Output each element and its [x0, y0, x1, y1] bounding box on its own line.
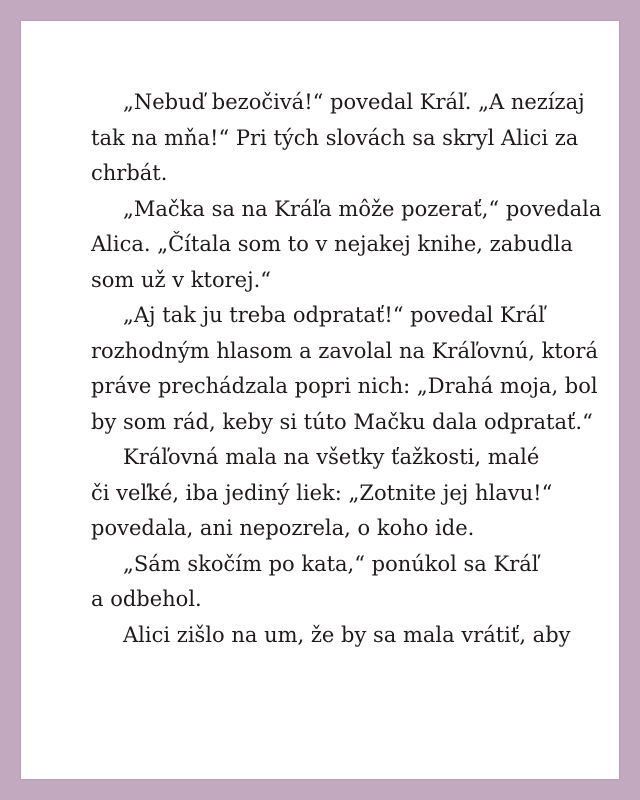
text-line: a odbehol.: [91, 587, 202, 611]
text-line: tak na mňa!“ Pri tých slovách sa skryl Alici za: [91, 125, 579, 150]
text-line: povedala, ani nepozrela, o koho ide.: [91, 516, 475, 540]
text-line: „Mačka sa na Kráľa môže pozerať,“ povedala: [123, 196, 602, 221]
text-line: som už v ktorej.“: [91, 267, 272, 292]
text-line: práve prechádzala popri nich: „Drahá moja, bol: [91, 374, 598, 398]
text-line: by som rád, keby si túto Mačku dala odpratať.“: [91, 409, 593, 434]
book-page: [21, 21, 619, 779]
text-line: či veľké, iba jediný liek: „Zotnite jej hlavu!“: [91, 480, 553, 505]
text-line: „Aj tak ju treba odpratať!“ povedal Kráľ: [123, 303, 545, 327]
text-line: rozhodným hlasom a zavolal na Kráľovnú, ktorá: [91, 338, 598, 363]
text-line: Alica. „Čítala som to v nejakej knihe, zabudla: [91, 232, 573, 256]
page-text: [91, 85, 602, 653]
text-line: „Sám skočím po kata,“ ponúkol sa Kráľ: [123, 551, 539, 576]
text-line: Kráľovná mala na všetky ťažkosti, malé: [123, 445, 540, 469]
text-line: „Nebuď bezočivá!“ povedal Kráľ. „A nezízaj: [123, 90, 585, 114]
text-line: chrbát.: [91, 161, 168, 185]
text-line: Alici zišlo na um, že by sa mala vrátiť, aby: [123, 622, 571, 647]
